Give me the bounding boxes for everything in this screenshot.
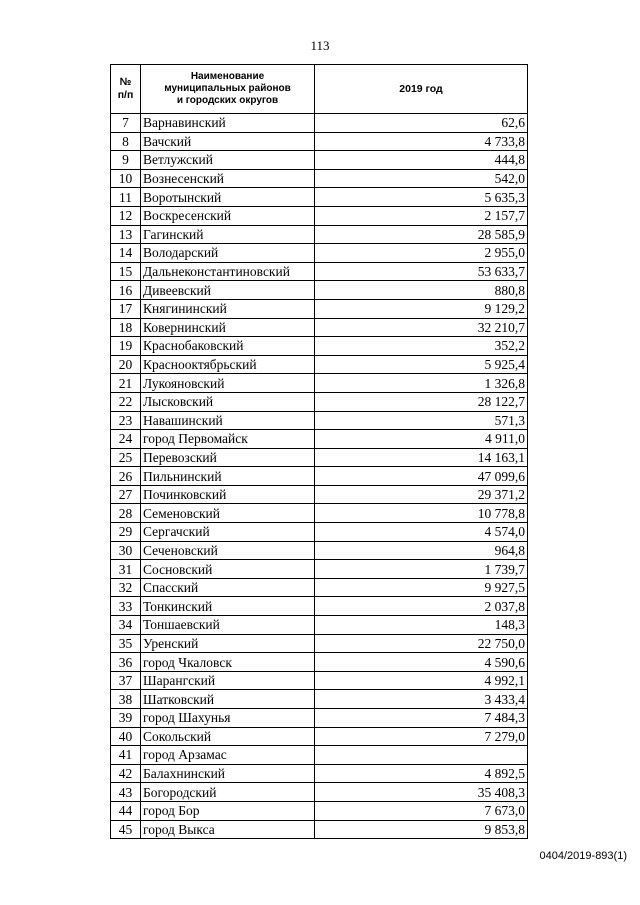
row-number: 25 [111, 448, 141, 467]
table-header [111, 65, 528, 114]
value-2019: 35 408,3 [315, 783, 528, 802]
row-number: 41 [111, 746, 141, 765]
row-number: 19 [111, 337, 141, 356]
data-table [110, 64, 528, 839]
table-row [111, 262, 528, 281]
value-2019: 32 210,7 [315, 318, 528, 337]
municipality-name: Воскресенский [141, 206, 315, 225]
value-2019: 62,6 [315, 114, 528, 133]
value-2019: 4 733,8 [315, 132, 528, 151]
table-row [111, 392, 528, 411]
table-row [111, 560, 528, 579]
table-row [111, 616, 528, 635]
value-2019: 4 911,0 [315, 430, 528, 449]
municipality-name: Пильнинский [141, 467, 315, 486]
row-number: 30 [111, 541, 141, 560]
table-row [111, 485, 528, 504]
value-2019: 4 590,6 [315, 653, 528, 672]
table-row [111, 281, 528, 300]
value-2019: 542,0 [315, 169, 528, 188]
table-row [111, 299, 528, 318]
row-number: 44 [111, 801, 141, 820]
table-row [111, 690, 528, 709]
value-2019: 7 484,3 [315, 709, 528, 728]
table-row [111, 578, 528, 597]
value-2019: 9 927,5 [315, 578, 528, 597]
table-row [111, 188, 528, 207]
table-row [111, 337, 528, 356]
municipality-name: Гагинский [141, 225, 315, 244]
value-2019: 47 099,6 [315, 467, 528, 486]
row-number: 27 [111, 485, 141, 504]
table-row [111, 151, 528, 170]
row-number: 12 [111, 206, 141, 225]
row-number: 36 [111, 653, 141, 672]
value-2019: 7 673,0 [315, 801, 528, 820]
value-2019: 1 326,8 [315, 374, 528, 393]
value-2019: 53 633,7 [315, 262, 528, 281]
header-name: Наименование муниципальных районов и городских округов [141, 65, 315, 114]
row-number: 42 [111, 764, 141, 783]
municipality-name: Варнавинский [141, 114, 315, 133]
row-number: 23 [111, 411, 141, 430]
row-number: 16 [111, 281, 141, 300]
municipality-name: Лукояновский [141, 374, 315, 393]
row-number: 7 [111, 114, 141, 133]
table-row [111, 411, 528, 430]
table-row [111, 206, 528, 225]
municipality-name: Вознесенский [141, 169, 315, 188]
table-row [111, 132, 528, 151]
table-row [111, 448, 528, 467]
row-number: 11 [111, 188, 141, 207]
row-number: 33 [111, 597, 141, 616]
municipality-name: Ветлужский [141, 151, 315, 170]
value-2019: 2 955,0 [315, 244, 528, 263]
table-row [111, 374, 528, 393]
document-code: 0404/2019-893(1) [539, 850, 627, 862]
municipality-name: Богородский [141, 783, 315, 802]
value-2019: 29 371,2 [315, 485, 528, 504]
value-2019: 9 129,2 [315, 299, 528, 318]
table-row [111, 523, 528, 542]
municipality-name: Дальнеконстантиновский [141, 262, 315, 281]
header-num: № п/п [111, 65, 141, 114]
row-number: 39 [111, 709, 141, 728]
row-number: 13 [111, 225, 141, 244]
value-2019: 5 635,3 [315, 188, 528, 207]
value-2019: 2 037,8 [315, 597, 528, 616]
municipality-name: Шатковский [141, 690, 315, 709]
table-row [111, 801, 528, 820]
municipality-name: город Бор [141, 801, 315, 820]
municipality-name: город Арзамас [141, 746, 315, 765]
value-2019: 10 778,8 [315, 504, 528, 523]
table-row [111, 430, 528, 449]
municipality-name: Сокольский [141, 727, 315, 746]
header-value: 2019 год [315, 65, 528, 114]
value-2019: 880,8 [315, 281, 528, 300]
table-row [111, 671, 528, 690]
row-number: 8 [111, 132, 141, 151]
row-number: 21 [111, 374, 141, 393]
municipality-name: Краснобаковский [141, 337, 315, 356]
municipality-name: Уренский [141, 634, 315, 653]
municipality-name: Тонкинский [141, 597, 315, 616]
table-row [111, 225, 528, 244]
value-2019: 14 163,1 [315, 448, 528, 467]
row-number: 9 [111, 151, 141, 170]
row-number: 20 [111, 355, 141, 374]
municipality-name: Сеченовский [141, 541, 315, 560]
value-2019: 964,8 [315, 541, 528, 560]
page-number: 113 [310, 38, 330, 53]
value-2019: 28 585,9 [315, 225, 528, 244]
row-number: 17 [111, 299, 141, 318]
municipality-name: Лысковский [141, 392, 315, 411]
row-number: 14 [111, 244, 141, 263]
table-row [111, 244, 528, 263]
table-row [111, 597, 528, 616]
table-row [111, 653, 528, 672]
value-2019: 444,8 [315, 151, 528, 170]
municipality-name: Навашинский [141, 411, 315, 430]
table-row [111, 727, 528, 746]
row-number: 28 [111, 504, 141, 523]
value-2019: 4 892,5 [315, 764, 528, 783]
municipality-name: Сергачский [141, 523, 315, 542]
value-2019: 148,3 [315, 616, 528, 635]
value-2019: 28 122,7 [315, 392, 528, 411]
value-2019 [315, 746, 528, 765]
value-2019: 5 925,4 [315, 355, 528, 374]
row-number: 34 [111, 616, 141, 635]
row-number: 24 [111, 430, 141, 449]
value-2019: 352,2 [315, 337, 528, 356]
row-number: 40 [111, 727, 141, 746]
table-row [111, 355, 528, 374]
table-row [111, 541, 528, 560]
municipality-name: Шарангский [141, 671, 315, 690]
table-body [111, 114, 528, 839]
municipality-name: город Выкса [141, 820, 315, 839]
municipality-name: Краснооктябрьский [141, 355, 315, 374]
municipality-name: Воротынский [141, 188, 315, 207]
municipality-name: Дивеевский [141, 281, 315, 300]
row-number: 26 [111, 467, 141, 486]
municipality-name: Починковский [141, 485, 315, 504]
table-row [111, 820, 528, 839]
table-row [111, 114, 528, 133]
municipality-name: город Чкаловск [141, 653, 315, 672]
value-2019: 2 157,7 [315, 206, 528, 225]
municipality-name: Вачский [141, 132, 315, 151]
row-number: 29 [111, 523, 141, 542]
municipality-name: Княгининский [141, 299, 315, 318]
municipality-name: Балахнинский [141, 764, 315, 783]
municipality-name: Перевозский [141, 448, 315, 467]
header-row [111, 65, 528, 114]
table-row [111, 467, 528, 486]
municipality-name: Ковернинский [141, 318, 315, 337]
municipality-name: Сосновский [141, 560, 315, 579]
municipality-name: город Шахунья [141, 709, 315, 728]
municipality-name: Тоншаевский [141, 616, 315, 635]
value-2019: 1 739,7 [315, 560, 528, 579]
value-2019: 9 853,8 [315, 820, 528, 839]
row-number: 15 [111, 262, 141, 281]
municipality-name: Володарский [141, 244, 315, 263]
row-number: 10 [111, 169, 141, 188]
table-row [111, 783, 528, 802]
value-2019: 571,3 [315, 411, 528, 430]
table-row [111, 746, 528, 765]
value-2019: 4 992,1 [315, 671, 528, 690]
row-number: 38 [111, 690, 141, 709]
row-number: 45 [111, 820, 141, 839]
value-2019: 7 279,0 [315, 727, 528, 746]
row-number: 35 [111, 634, 141, 653]
value-2019: 22 750,0 [315, 634, 528, 653]
row-number: 18 [111, 318, 141, 337]
row-number: 22 [111, 392, 141, 411]
municipality-name: Спасский [141, 578, 315, 597]
table-row [111, 634, 528, 653]
table-row [111, 504, 528, 523]
municipality-name: город Первомайск [141, 430, 315, 449]
table-row [111, 709, 528, 728]
row-number: 37 [111, 671, 141, 690]
table-row [111, 318, 528, 337]
value-2019: 3 433,4 [315, 690, 528, 709]
row-number: 32 [111, 578, 141, 597]
row-number: 31 [111, 560, 141, 579]
municipality-name: Семеновский [141, 504, 315, 523]
row-number: 43 [111, 783, 141, 802]
table-row [111, 169, 528, 188]
value-2019: 4 574,0 [315, 523, 528, 542]
table-row [111, 764, 528, 783]
